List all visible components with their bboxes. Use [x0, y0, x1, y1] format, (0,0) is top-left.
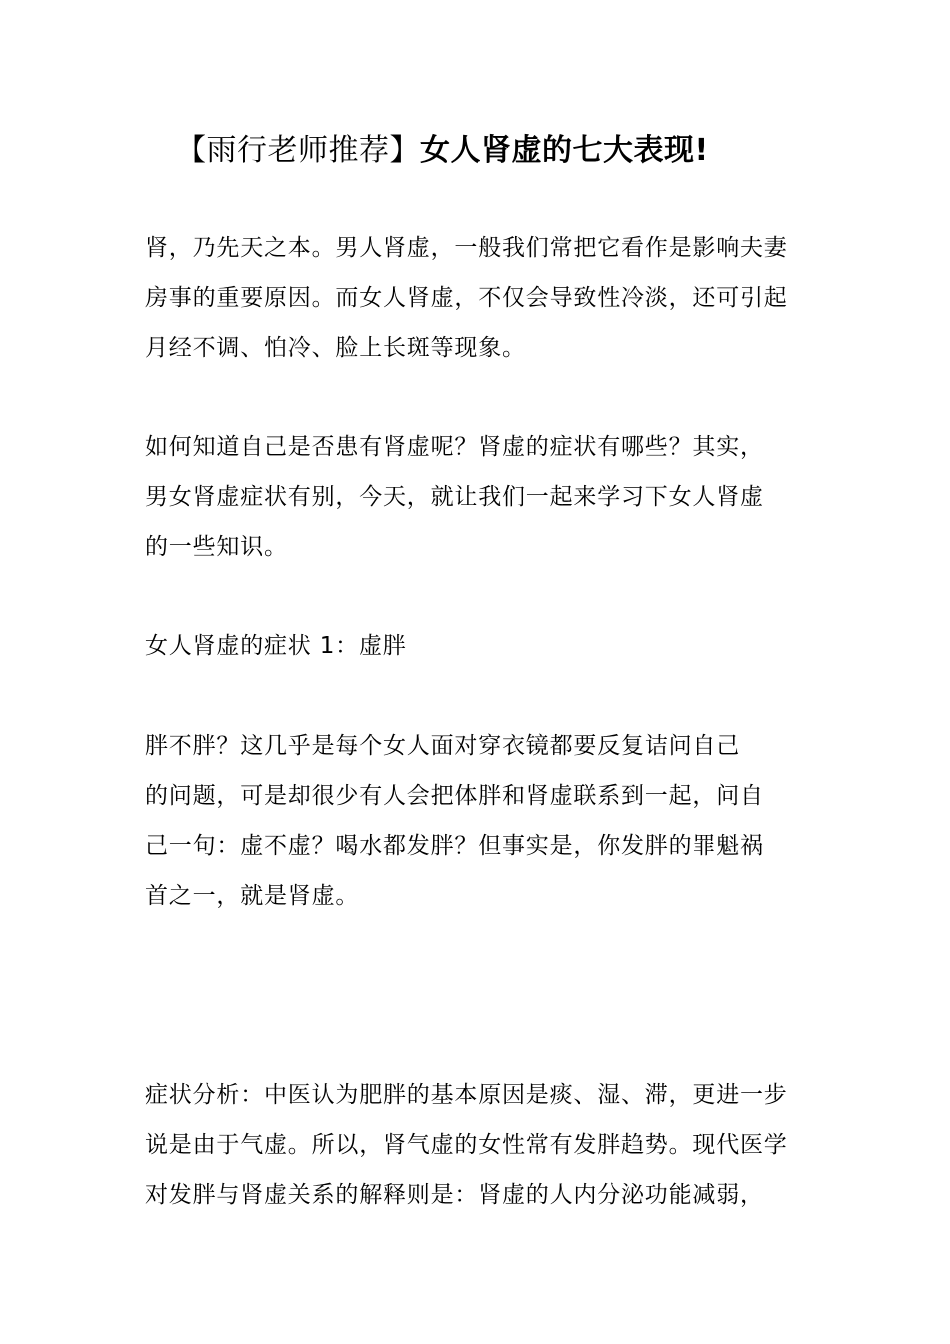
paragraph-intro — [145, 223, 810, 373]
paragraph-line: 月经不调、怕冷、脸上长斑等现象。 — [145, 335, 526, 361]
title-bracket-part: 【雨行老师推荐】 — [176, 133, 420, 168]
paragraph-question — [145, 422, 810, 572]
paragraph-line: 症状分析：中医认为肥胖的基本原因是痰、湿、滞，更进一步 — [145, 1082, 788, 1108]
paragraph-symptom-analysis — [145, 1070, 810, 1220]
paragraph-line: 如何知道自己是否患有肾虚呢？肾虚的症状有哪些？其实， — [145, 434, 764, 460]
paragraph-line: 己一句：虚不虚？喝水都发胖？但事实是，你发胖的罪魁祸 — [145, 833, 764, 859]
title-main-part: 女人肾虚的七大表现! — [420, 133, 709, 168]
paragraph-line: 对发胖与肾虚关系的解释则是：肾虚的人内分泌功能减弱， — [145, 1182, 764, 1208]
symptom-heading: 女人肾虚的症状 1：虚胖 — [145, 633, 407, 659]
paragraph-line: 的一些知识。 — [145, 534, 288, 560]
paragraph-line: 说是由于气虚。所以，肾气虚的女性常有发胖趋势。现代医学 — [145, 1132, 788, 1158]
paragraph-line: 肾，乃先天之本。男人肾虚，一般我们常把它看作是影响夫妻 — [145, 235, 788, 261]
paragraph-line: 的问题，可是却很少有人会把体胖和肾虚联系到一起，问自 — [145, 783, 764, 809]
paragraph-symptom-description — [145, 721, 810, 921]
paragraph-line: 胖不胖？这几乎是每个女人面对穿衣镜都要反复诘问自己 — [145, 733, 740, 759]
paragraph-line: 男女肾虚症状有别，今天，就让我们一起来学习下女人肾虚 — [145, 484, 764, 510]
document-title — [176, 131, 796, 171]
paragraph-line: 房事的重要原因。而女人肾虚，不仅会导致性冷淡，还可引起 — [145, 285, 788, 311]
paragraph-line: 首之一，就是肾虚。 — [145, 883, 360, 909]
